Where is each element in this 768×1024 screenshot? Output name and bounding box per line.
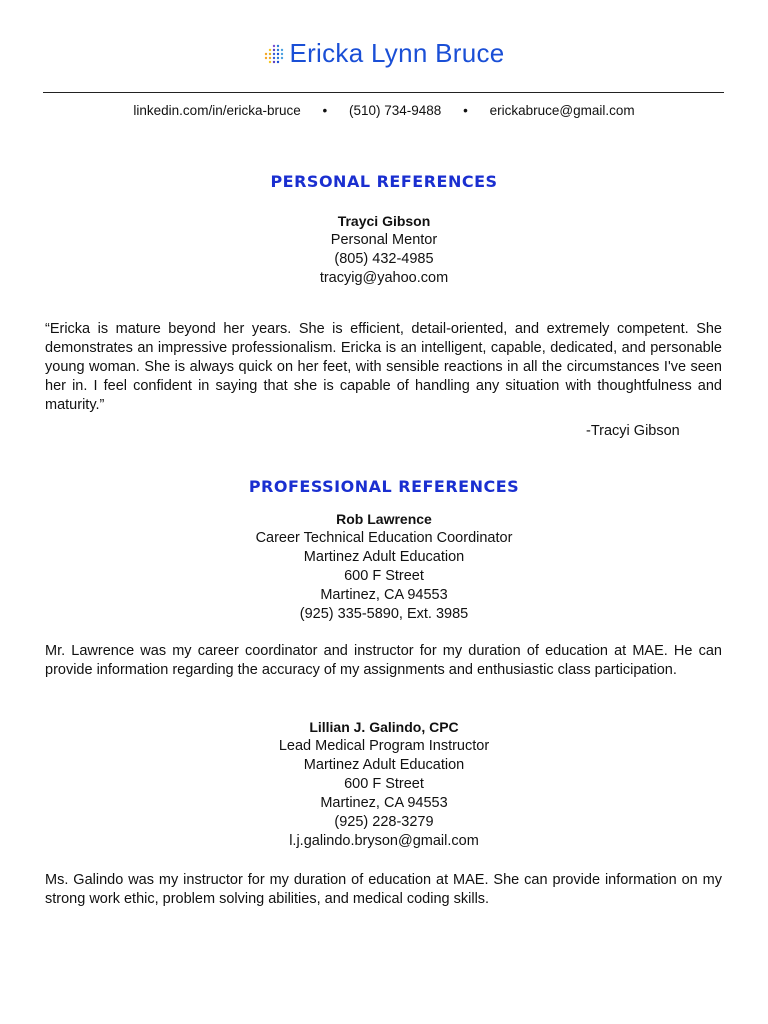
candidate-name: Ericka Lynn Bruce xyxy=(289,38,505,68)
professional-reference-description: Ms. Galindo was my instructor for my duration of education at MAE. She can provide information on my strong work ethic, problem solving abilities, and medical coding skills. xyxy=(45,872,722,907)
reference-phone: (925) 228-3279 xyxy=(334,814,434,830)
reference-organization: Martinez Adult Education xyxy=(303,549,465,565)
reference-title: Lead Medical Program Instructor xyxy=(278,738,490,754)
bullet-separator: • xyxy=(322,103,328,118)
reference-name: Rob Lawrence xyxy=(336,511,432,527)
phone-number: (510) 734-9488 xyxy=(349,103,442,118)
professional-reference-contact xyxy=(0,510,768,624)
bullet-separator: • xyxy=(463,103,468,118)
reference-role: Personal Mentor xyxy=(330,232,438,248)
reference-name: Lillian J. Galindo, CPC xyxy=(309,719,459,735)
reference-name: Trayci Gibson xyxy=(337,213,431,229)
personal-reference-contact xyxy=(0,212,768,288)
contact-line xyxy=(0,103,768,118)
reference-title: Career Technical Education Coordinator xyxy=(255,530,513,546)
header-divider xyxy=(43,92,724,93)
professional-reference-contact xyxy=(0,718,768,851)
professional-reference-description: Mr. Lawrence was my career coordinator and instructor for my duration of education at MAE. He can provide information regarding the accuracy of my assignments and enthusiastic class participation. xyxy=(45,643,722,678)
resume-header xyxy=(0,38,768,69)
email-link[interactable]: erickabruce@gmail.com xyxy=(489,103,635,118)
reference-phone: (925) 335-5890, Ext. 3985 xyxy=(299,606,469,622)
professional-references-heading: PROFESSIONAL REFERENCES xyxy=(248,477,520,496)
reference-email[interactable]: tracyig@yahoo.com xyxy=(319,270,449,286)
reference-city: Martinez, CA 94553 xyxy=(320,587,448,603)
reference-street: 600 F Street xyxy=(344,776,424,792)
reference-street: 600 F Street xyxy=(344,568,424,584)
personal-references-heading: PERSONAL REFERENCES xyxy=(270,172,498,191)
reference-email[interactable]: l.j.galindo.bryson@gmail.com xyxy=(289,833,479,849)
quote-attribution: -Tracyi Gibson xyxy=(586,423,680,439)
reference-organization: Martinez Adult Education xyxy=(303,757,465,773)
dot-grid-logo-icon xyxy=(263,41,285,67)
reference-city: Martinez, CA 94553 xyxy=(320,795,448,811)
reference-phone: (805) 432-4985 xyxy=(334,251,434,267)
personal-reference-quote: “Ericka is mature beyond her years. She is efficient, detail-oriented, and extremely competent. She demonstrates an impressive professionalism. Ericka is an intelligent, capable, dedicated, and personable young woman. She is always quick on her feet, with sensible reactions in all the circumstances I've seen her in. I feel confident in saying that she is capable of handling any situation with thoughtfulness and maturity.” xyxy=(45,321,722,413)
linkedin-link[interactable]: linkedin.com/in/ericka-bruce xyxy=(133,103,301,118)
